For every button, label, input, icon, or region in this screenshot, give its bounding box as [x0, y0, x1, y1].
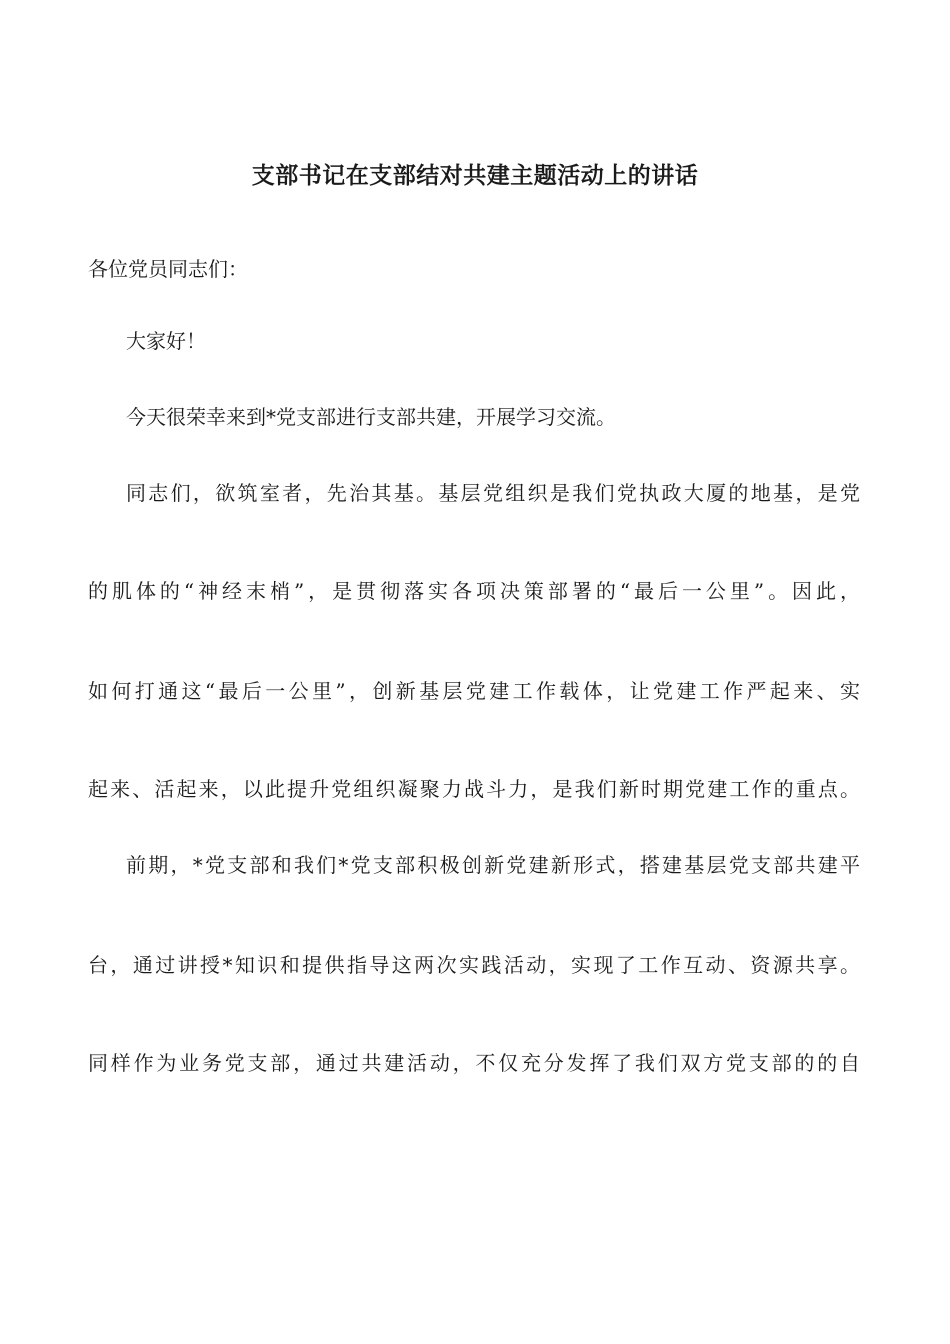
salutation: 各位党员同志们： [88, 257, 248, 281]
document-title: 支部书记在支部结对共建主题活动上的讲话 [251, 163, 699, 189]
paragraph-2-line-1: 同志们，欲筑室者，先治其基。基层党组织是我们党执政大厦的地基，是党 [126, 481, 860, 505]
paragraph-3-line-1: 前期，*党支部和我们*党支部积极创新党建新形式，搭建基层党支部共建平 [126, 853, 860, 877]
paragraph-2-line-4: 起来、活起来，以此提升党组织凝聚力战斗力，是我们新时期党建工作的重点。 [88, 777, 860, 801]
paragraph-1-line-1: 今天很荣幸来到*党支部进行支部共建，开展学习交流。 [126, 405, 616, 429]
paragraph-3-line-2: 台，通过讲授*知识和提供指导这两次实践活动，实现了工作互动、资源共享。 [88, 953, 860, 977]
paragraph-2-line-2: 的肌体的“神经末梢”，是贯彻落实各项决策部署的“最后一公里”。因此， [88, 579, 860, 603]
greeting: 大家好！ [126, 329, 206, 353]
paragraph-3-line-3: 同样作为业务党支部，通过共建活动，不仅充分发挥了我们双方党支部的的自 [88, 1051, 860, 1075]
paragraph-2-line-3: 如何打通这“最后一公里”，创新基层党建工作载体，让党建工作严起来、实 [88, 679, 860, 703]
